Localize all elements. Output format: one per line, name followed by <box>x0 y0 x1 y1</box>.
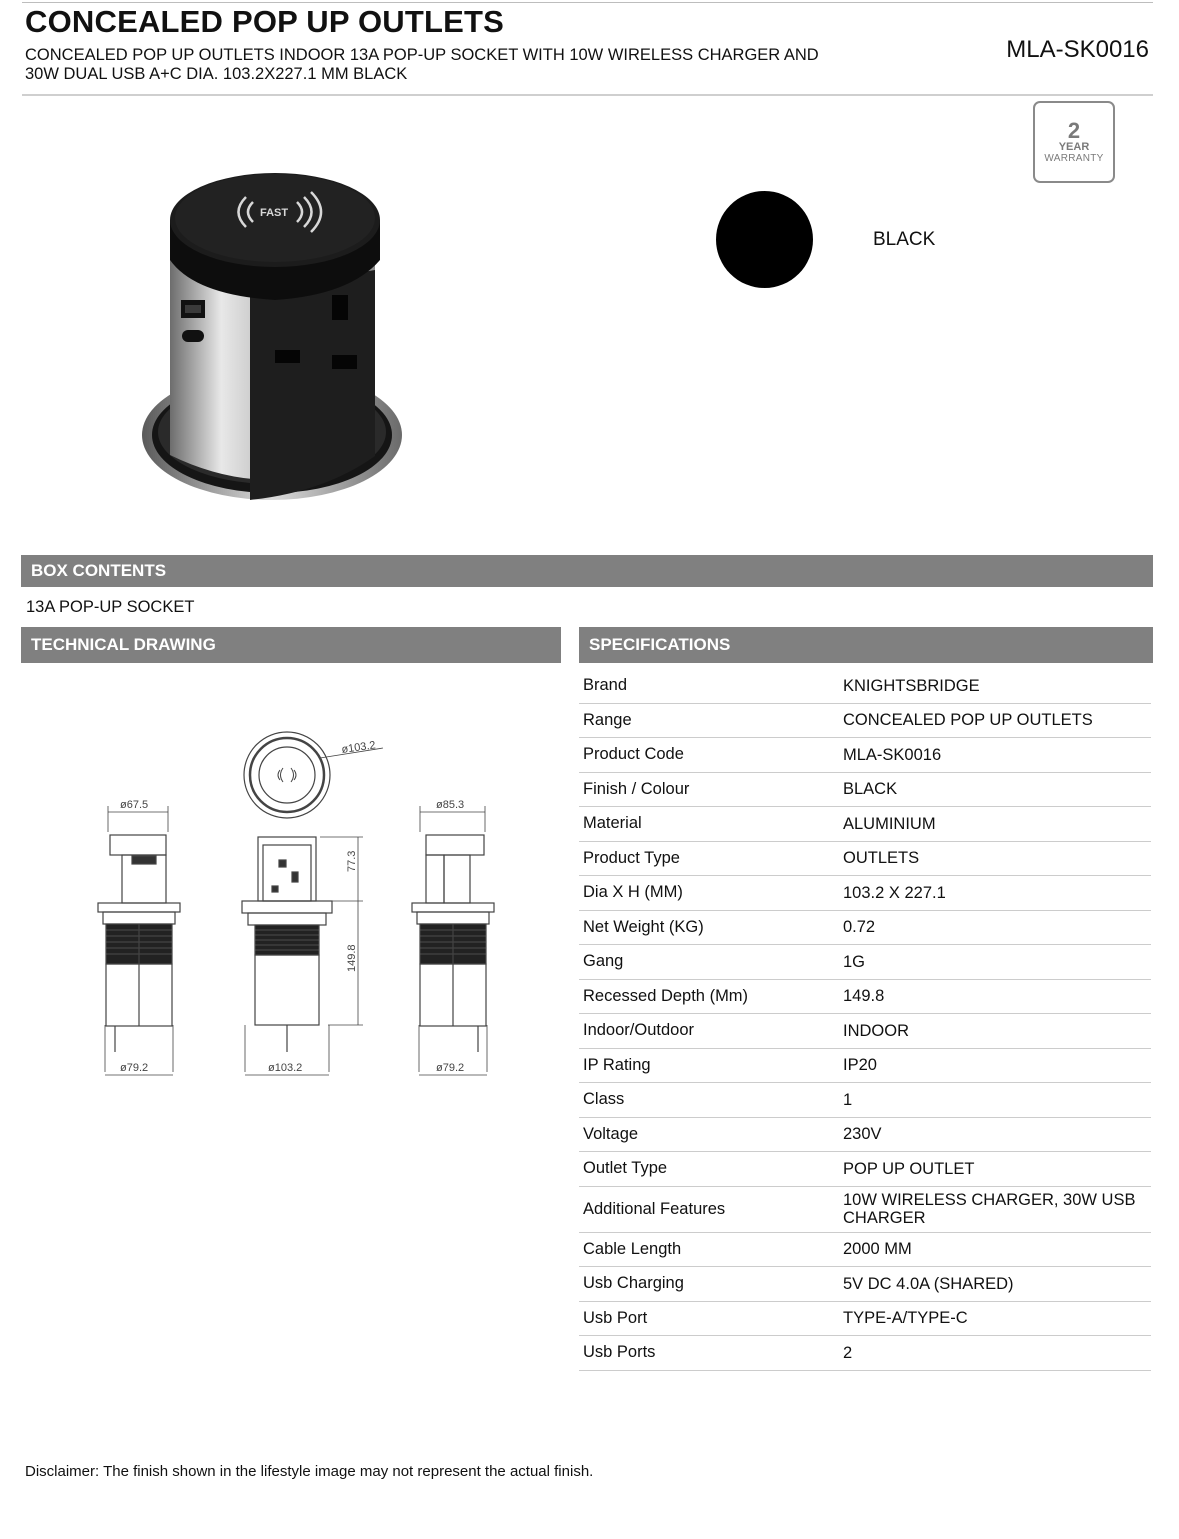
specifications-table <box>579 669 1151 1371</box>
spec-value: 1 <box>843 1090 853 1109</box>
socket-pin-top <box>332 295 348 320</box>
top-rule <box>22 2 1153 3</box>
spec-label: Gang <box>583 952 624 971</box>
spec-value: 230V <box>843 1125 882 1144</box>
finish-label: BLACK <box>873 229 936 250</box>
technical-drawing-heading: TECHNICAL DRAWING <box>21 627 561 663</box>
page-subtitle: CONCEALED POP UP OUTLETS INDOOR 13A POP-UP SOCKET WITH 10W WIRELESS CHARGER AND 30W DUAL USB A+C DIA. 103.2X227.1 MM BLACK <box>25 46 819 83</box>
spec-label: Usb Port <box>583 1308 648 1327</box>
spec-row-additional-features <box>579 1187 1151 1233</box>
spec-label: Additional Features <box>583 1199 726 1218</box>
spec-label: Material <box>583 814 642 833</box>
spec-label: Product Code <box>583 745 684 764</box>
spec-label: Recessed Depth (Mm) <box>583 986 749 1005</box>
spec-label: Net Weight (KG) <box>583 917 704 936</box>
spec-row-usb-charging <box>579 1267 1151 1302</box>
usb-c-port <box>182 330 204 342</box>
spec-label: Dia X H (MM) <box>583 883 683 902</box>
warranty-text: WARRANTY <box>1044 153 1104 164</box>
socket-pin-right <box>332 355 357 369</box>
spec-row-ip-rating <box>579 1049 1151 1084</box>
spec-label: IP Rating <box>583 1055 651 1074</box>
spec-label: Class <box>583 1090 625 1109</box>
box-contents-text: 13A POP-UP SOCKET <box>26 598 195 616</box>
dim-height-upper: 77.3 <box>346 850 358 872</box>
spec-value: MLA-SK0016 <box>843 745 942 764</box>
disclaimer: Disclaimer: The finish shown in the lifestyle image may not represent the actual finish. <box>25 1463 594 1480</box>
spec-label: Range <box>583 710 632 729</box>
spec-row-brand <box>579 669 1151 704</box>
warranty-badge <box>1033 101 1115 183</box>
spec-label: Indoor/Outdoor <box>583 1021 694 1040</box>
spec-row-product-code <box>579 738 1151 773</box>
spec-row-product-type <box>579 842 1151 877</box>
spec-value: 1G <box>843 952 866 971</box>
dim-left-bottom: ø79.2 <box>120 1062 149 1074</box>
spec-value: BLACK <box>843 780 898 799</box>
spec-value: 2000 MM <box>843 1240 912 1259</box>
spec-row-voltage <box>579 1118 1151 1153</box>
dim-height-lower: 149.8 <box>346 944 358 972</box>
spec-row-finish <box>579 773 1151 808</box>
box-contents-heading: BOX CONTENTS <box>21 555 1153 587</box>
charger-fast-label: FAST <box>260 207 289 219</box>
spec-label: Brand <box>583 676 628 695</box>
dim-top-view: ø103.2 <box>340 739 377 756</box>
top-view <box>244 732 383 818</box>
dim-center-bottom: ø103.2 <box>268 1062 303 1074</box>
spec-value: 10W WIRELESS CHARGER, 30W USB CHARGER <box>843 1191 1136 1227</box>
page-title: CONCEALED POP UP OUTLETS <box>25 4 505 39</box>
specifications-heading: SPECIFICATIONS <box>579 627 1153 663</box>
spec-label: Voltage <box>583 1124 639 1143</box>
spec-value: INDOOR <box>843 1021 909 1040</box>
spec-value: 5V DC 4.0A (SHARED) <box>843 1274 1014 1293</box>
spec-value: 149.8 <box>843 987 885 1006</box>
socket-pin-left <box>275 350 300 363</box>
socket-face <box>250 270 375 500</box>
spec-label: Usb Charging <box>583 1274 684 1293</box>
warranty-number: 2 <box>1067 118 1081 143</box>
spec-value: TYPE-A/TYPE-C <box>843 1309 968 1328</box>
spec-value: POP UP OUTLET <box>843 1159 975 1178</box>
spec-row-range <box>579 704 1151 739</box>
spec-label: Product Type <box>583 848 680 867</box>
spec-value: ALUMINIUM <box>843 814 936 833</box>
spec-label: Finish / Colour <box>583 779 690 798</box>
spec-value: 103.2 X 227.1 <box>843 883 946 902</box>
dim-right-bottom: ø79.2 <box>436 1062 465 1074</box>
spec-value: 0.72 <box>843 918 876 937</box>
spec-row-material <box>579 807 1151 842</box>
spec-value: CONCEALED POP UP OUTLETS <box>843 711 1093 730</box>
spec-row-net-weight <box>579 911 1151 946</box>
spec-row-usb-port <box>579 1302 1151 1337</box>
warranty-year: YEAR <box>1058 141 1090 153</box>
spec-row-cable-length <box>579 1233 1151 1268</box>
dim-left-top: ø67.5 <box>120 799 149 811</box>
technical-drawing <box>90 720 510 1090</box>
spec-row-class <box>579 1083 1151 1118</box>
dim-right-top: ø85.3 <box>436 799 465 811</box>
spec-row-indoor-outdoor <box>579 1014 1151 1049</box>
product-code: MLA-SK0016 <box>1006 36 1149 63</box>
spec-value: OUTLETS <box>843 849 920 868</box>
spec-value: KNIGHTSBRIDGE <box>843 676 980 695</box>
spec-label: Cable Length <box>583 1239 682 1258</box>
product-image <box>135 160 415 510</box>
header-rule <box>22 94 1153 96</box>
front-view <box>242 837 363 1075</box>
spec-row-gang <box>579 945 1151 980</box>
spec-row-dimensions <box>579 876 1151 911</box>
spec-row-usb-ports <box>579 1336 1151 1371</box>
spec-row-recessed-depth <box>579 980 1151 1015</box>
spec-value: 2 <box>843 1343 853 1362</box>
spec-row-outlet-type <box>579 1152 1151 1187</box>
left-side-view <box>98 799 180 1075</box>
spec-value: IP20 <box>843 1056 877 1075</box>
spec-label: Usb Ports <box>583 1343 656 1362</box>
right-side-view <box>412 799 494 1075</box>
spec-label: Outlet Type <box>583 1159 668 1178</box>
finish-swatch <box>716 191 813 288</box>
